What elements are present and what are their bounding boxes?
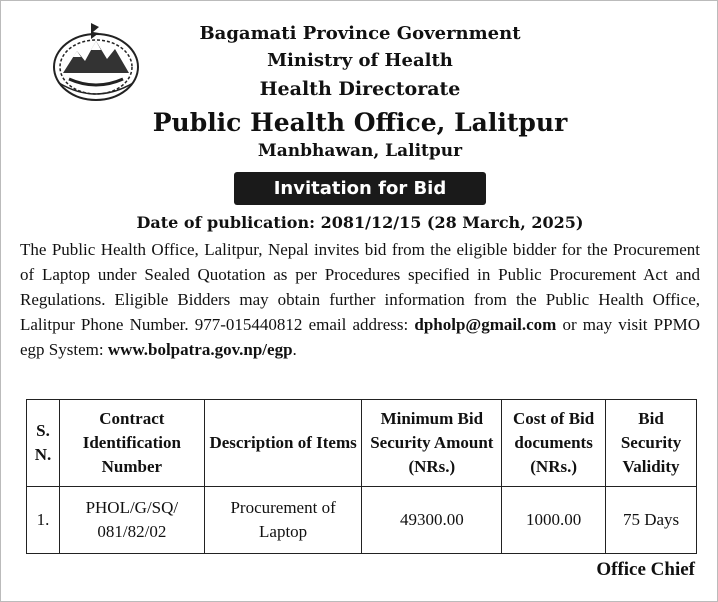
col-header-cost-of-documents: Cost of Bid documents (NRs.) <box>502 400 606 487</box>
cell-min-bid-security: 49300.00 <box>362 487 502 554</box>
ministry-heading: Ministry of Health <box>267 50 453 71</box>
col-header-min-bid-security: Minimum Bid Security Amount (NRs.) <box>362 400 502 487</box>
notice-body <box>20 237 700 362</box>
col-header-description: Description of Items <box>204 400 362 487</box>
cell-contract-id: PHOL/G/SQ/ 081/82/02 <box>59 487 204 554</box>
body-text-part2: or may visit PPMO egp System: <box>20 315 700 359</box>
bid-table <box>26 399 697 554</box>
col-header-contract-id: Contract Identification Number <box>59 400 204 487</box>
notice-title-banner: Invitation for Bid <box>234 172 486 205</box>
publication-date: Date of publication: 2081/12/15 (28 March, 2025) <box>136 213 584 232</box>
cell-sn: 1. <box>27 487 60 554</box>
province-heading: Bagamati Province Government <box>199 23 521 44</box>
cell-validity: 75 Days <box>606 487 697 554</box>
egp-website: www.bolpatra.gov.np/egp <box>107 340 293 359</box>
office-title: Public Health Office, Lalitpur <box>152 108 568 137</box>
cell-cost-of-documents: 1000.00 <box>502 487 606 554</box>
signoff: Office Chief <box>596 559 695 580</box>
col-header-sn: S. N. <box>27 400 60 487</box>
contact-email: dpholp@gmail.com <box>414 315 557 334</box>
directorate-heading: Health Directorate <box>259 78 461 100</box>
body-text-part1: The Public Health Office, Lalitpur, Nepal invites bid from the eligible bidder for the Procurement of Laptop under Sealed Quotation as per Procedures specified in Public Procurement Act and Regulations. Eligible Bidders may obtain further information from the Public Health Office, Lalitpur Phone Number. 977-015440812 email address: <box>20 240 700 334</box>
office-location: Manbhawan, Lalitpur <box>257 141 463 161</box>
body-text-end: . <box>292 340 297 359</box>
cell-description: Procurement of Laptop <box>204 487 362 554</box>
table-header-row <box>27 400 697 487</box>
col-header-validity: Bid Security Validity <box>606 400 697 487</box>
table-row <box>27 487 697 554</box>
